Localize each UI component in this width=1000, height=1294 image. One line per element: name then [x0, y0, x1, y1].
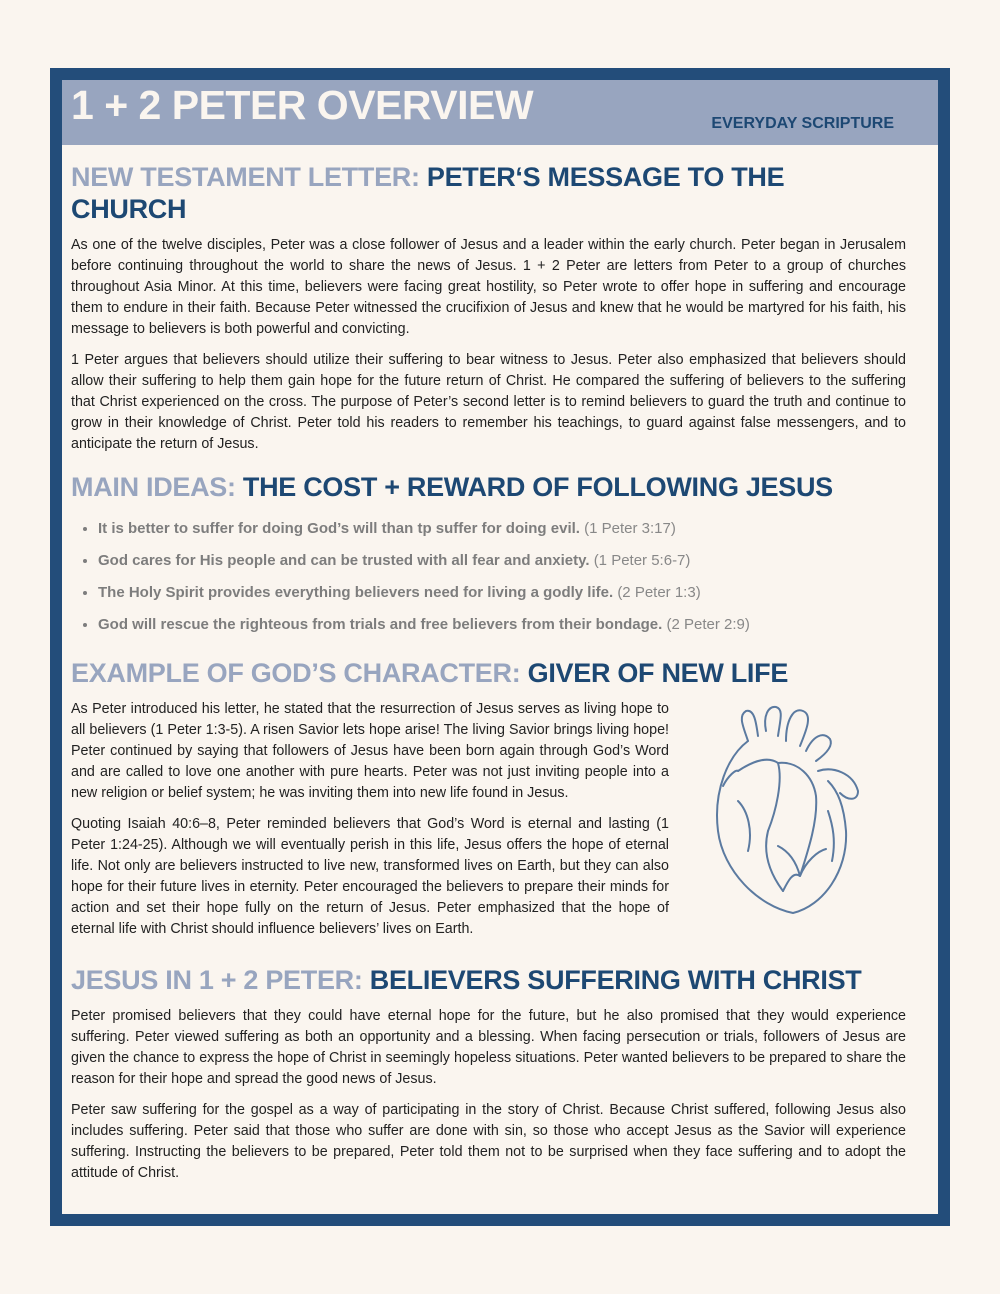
paragraph: Quoting Isaiah 40:6–8, Peter reminded believers that God’s Word is eternal and lasting (1 Peter 1:24-25). Although we will eventually perish in this life, Jesus offers the hope of eternal life. Not only are believers instructed to live new, transformed lives on Earth, but they can also hope for their future lives in eternity. Peter encouraged the believers to prepare their minds for action and set their hope fully on the return of Jesus. Peter emphasized that the hope of eternal life with Christ should influence believers’ lives on Earth. [71, 816, 669, 937]
idea-text: The Holy Spirit provides everything believers need for living a godly life. [98, 584, 614, 601]
heading-title: THE COST + REWARD OF FOLLOWING JESUS [242, 472, 833, 502]
page-title: 1 + 2 PETER OVERVIEW [71, 82, 534, 128]
main-ideas-list [71, 513, 906, 641]
scripture-ref: (2 Peter 1:3) [617, 584, 701, 601]
heading-label: EXAMPLE OF GOD’S CHARACTER: [71, 658, 521, 688]
section-heading [71, 161, 906, 225]
heading-label: NEW TESTAMENT LETTER: [71, 162, 420, 192]
paragraph: As Peter introduced his letter, he stated that the resurrection of Jesus serves as living hope to all believers (1 Peter 1:3-5). A risen Savior lets hope arise! The living Savior brings living hope! Peter continued by saying that followers of Jesus have been born again through God’s Word and are called to love one another with pure hearts. Peter was not just inviting people into a new religion or belief system; he was inviting them into new life found in Jesus. [71, 701, 669, 801]
paragraph: As one of the twelve disciples, Peter was a close follower of Jesus and a leader within the early church. Peter began in Jerusalem before continuing throughout the world to share the news of Jesus. 1 + 2 Peter are letters from Peter to a group of churches throughout Asia Minor. At this time, believers were facing great hostility, so Peter wrote to offer hope in suffering and encourage them to endure in their faith. Because Peter witnessed the crucifixion of Jesus and knew that he would be martyred for his faith, his message to believers is both powerful and convicting. [71, 237, 906, 337]
scripture-ref: (1 Peter 3:17) [584, 520, 676, 537]
idea-text: God will rescue the righteous from trials and free believers from their bondage. [98, 616, 663, 633]
paragraph: Peter promised believers that they could have eternal hope for the future, but he also promised that they would experience suffering. Peter viewed suffering as both an opportunity and a blessing. When facing persecution or trials, followers of Jesus are given the chance to express the hope of Christ in seemingly hopeless situations. Peter wanted believers to be prepared to share the reason for their hope and spread the good news of Jesus. [71, 1008, 906, 1087]
paragraph: 1 Peter argues that believers should utilize their suffering to bear witness to Jesus. Peter also emphasized that believers should allow their suffering to help them gain hope for the future return of Christ. He compared the suffering of believers to the suffering that Christ experienced on the cross. The purpose of Peter’s second letter is to remind believers to guard the truth and continue to grow in their knowledge of Christ. Peter told his readers to remember his teachings, to guard against false messengers, and to anticipate the return of Jesus. [71, 352, 906, 452]
scripture-ref: (2 Peter 2:9) [666, 616, 750, 633]
brand-label: EVERYDAY SCRIPTURE [711, 115, 894, 132]
scripture-ref: (1 Peter 5:6-7) [593, 552, 691, 569]
list-item [98, 545, 906, 577]
heading-title: BELIEVERS SUFFERING WITH CHRIST [369, 965, 862, 995]
heading-label: MAIN IDEAS: [71, 472, 236, 502]
header-banner [62, 80, 938, 145]
list-item [98, 513, 906, 545]
section-heading [71, 657, 906, 689]
heading-title: PETER‘S MESSAGE TO THE CHURCH [71, 162, 785, 224]
heading-label: JESUS IN 1 + 2 PETER: [71, 965, 363, 995]
section-heading [71, 964, 906, 996]
list-item [98, 609, 906, 641]
heading-title: GIVER OF NEW LIFE [527, 658, 789, 688]
anatomical-heart-icon [669, 699, 906, 950]
page-frame [50, 68, 950, 1226]
section-heading [71, 471, 906, 503]
idea-text: God cares for His people and can be trusted with all fear and anxiety. [98, 552, 590, 569]
paragraph: Peter saw suffering for the gospel as a way of participating in the story of Christ. Because Christ suffered, following Jesus also includes suffering. Peter said that those who suffer are done with sin, so those who accept Jesus as the Savior will experience suffering. Instructing the believers to be prepared, Peter told them not to be surprised when they face suffering and to adopt the attitude of Christ. [71, 1102, 906, 1181]
list-item [98, 577, 906, 609]
idea-text: It is better to suffer for doing God’s will than tp suffer for doing evil. [98, 520, 580, 537]
